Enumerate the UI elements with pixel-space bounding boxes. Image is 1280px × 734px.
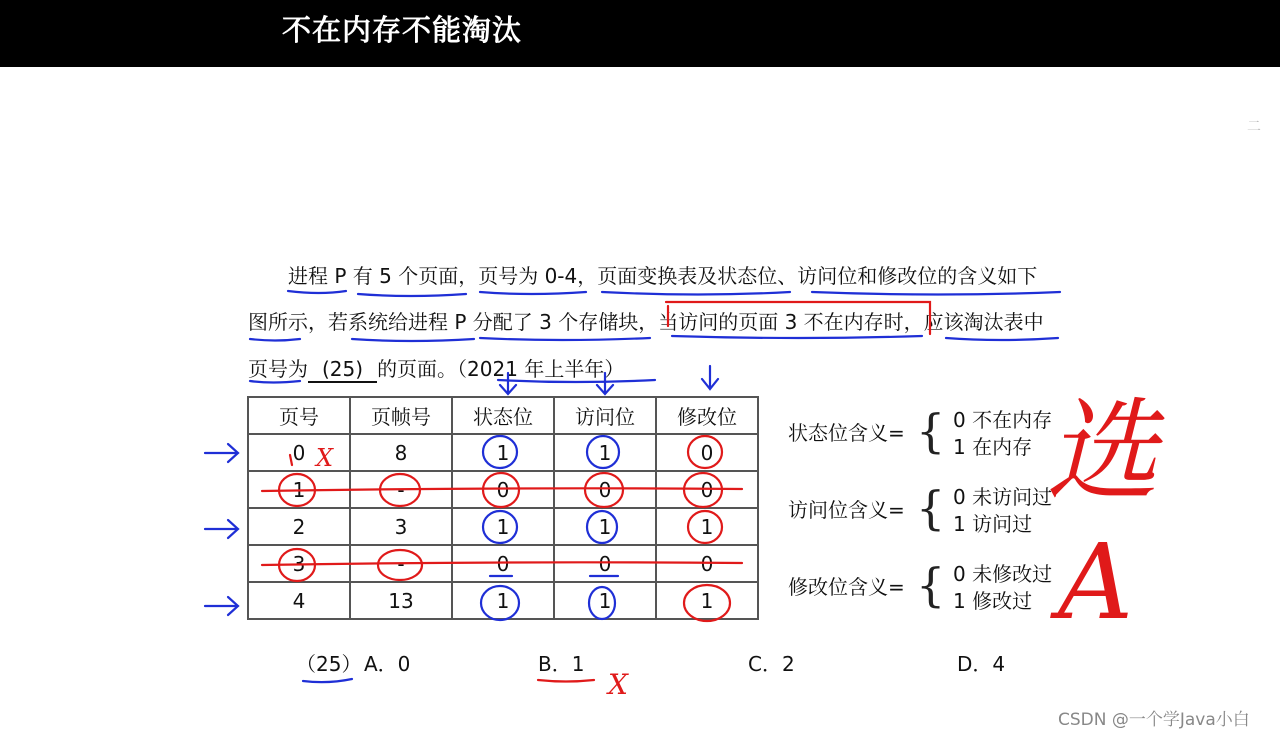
brace-icon: {: [916, 558, 946, 612]
chosen-character: 选: [1046, 387, 1158, 517]
table-cell: 1: [656, 582, 758, 619]
question-line-3: [248, 353, 624, 383]
header-status-bit: 状态位: [452, 397, 554, 434]
brace-icon: {: [916, 404, 946, 458]
table-cell: 0: [656, 471, 758, 508]
underline-mark: [946, 338, 1058, 340]
question-line-1: 进程 P 有 5 个页面，页号为 0-4，页面变换表及状态位、访问位和修改位的含义如下: [288, 264, 1038, 288]
arrow-down-icon: [702, 366, 718, 389]
table-cell: 4: [248, 582, 350, 619]
underline-mark: [288, 291, 346, 293]
table-cell: 2: [248, 508, 350, 545]
legend-value: 1 访问过: [953, 512, 1033, 536]
option-a[interactable]: A．0: [364, 652, 411, 676]
header-page-number: 页号: [248, 397, 350, 434]
answer-letter: A: [1058, 521, 1134, 643]
table-cell: 1: [656, 508, 758, 545]
table-row: [248, 434, 758, 471]
question-line-3-suffix: 的页面。（2021 年上半年）: [377, 357, 625, 381]
table-row: [248, 545, 758, 582]
table-cell: 1: [554, 508, 656, 545]
caption-bar: [0, 0, 1280, 67]
legend-label: 状态位含义=: [788, 421, 905, 445]
table-cell: 8: [350, 434, 452, 471]
arrow-right-icon: [205, 444, 238, 462]
underline-mark: [250, 339, 300, 341]
table-cell: 1: [452, 582, 554, 619]
edge-mark: 二: [1247, 119, 1261, 135]
wrong-mark: X: [316, 444, 334, 472]
table-header-row: [248, 397, 758, 434]
arrow-right-icon: [205, 520, 238, 538]
page-table: [247, 396, 759, 620]
brace-icon: {: [916, 481, 946, 535]
table-cell: -: [350, 471, 452, 508]
table-cell: 3: [248, 545, 350, 582]
option-b[interactable]: B．1: [538, 652, 585, 676]
underline-mark: [480, 292, 586, 294]
legend-label: 修改位含义=: [788, 575, 905, 599]
underline-mark: [602, 292, 790, 295]
legend-value: 0 不在内存: [953, 408, 1053, 432]
table-cell: -: [350, 545, 452, 582]
table-cell: 13: [350, 582, 452, 619]
wrong-mark: X: [608, 668, 628, 701]
question-line-3-prefix: 页号为: [248, 357, 308, 381]
underline-mark: [480, 338, 650, 340]
table-row: [248, 508, 758, 545]
legend-label: 访问位含义=: [788, 498, 905, 522]
table-cell: 3: [350, 508, 452, 545]
legend-value: 0 未修改过: [953, 562, 1053, 586]
table-cell: 0: [554, 545, 656, 582]
question-line-2: 图所示，若系统给进程 P 分配了 3 个存储块，当访问的页面 3 不在内存时，应该淘汰表中: [248, 310, 1044, 334]
table-cell: 0: [554, 471, 656, 508]
table-cell: 0: [656, 545, 758, 582]
table-cell: 0: [452, 545, 554, 582]
underline-mark: [538, 680, 594, 682]
table-row: [248, 582, 758, 619]
header-access-bit: 访问位: [554, 397, 656, 434]
table-cell: 0: [248, 434, 350, 471]
table-cell: 0: [656, 434, 758, 471]
table-cell: 0: [452, 471, 554, 508]
table-row: [248, 471, 758, 508]
header-frame-number: 页帧号: [350, 397, 452, 434]
legend-value: 1 在内存: [953, 435, 1033, 459]
caption-text: 不在内存不能淘汰: [282, 13, 523, 47]
table-cell: 1: [554, 434, 656, 471]
underline-mark: [358, 294, 466, 296]
underline-mark: [812, 292, 1060, 295]
table-cell: 1: [452, 508, 554, 545]
underline-mark: [672, 336, 922, 338]
watermark: CSDN @一个学Java小白: [1058, 710, 1250, 730]
header-modify-bit: 修改位: [656, 397, 758, 434]
option-d[interactable]: D．4: [957, 652, 1006, 676]
table-cell: 1: [554, 582, 656, 619]
option-c[interactable]: C．2: [748, 652, 795, 676]
table-cell: 1: [248, 471, 350, 508]
underline-mark: [303, 679, 352, 682]
legend-value: 1 修改过: [953, 589, 1033, 613]
arrow-right-icon: [205, 597, 238, 615]
legend-value: 0 未访问过: [953, 485, 1053, 509]
answer-blank: (25): [308, 357, 377, 383]
table-cell: 1: [452, 434, 554, 471]
question-number: （25）: [296, 652, 362, 676]
underline-mark: [352, 339, 474, 341]
